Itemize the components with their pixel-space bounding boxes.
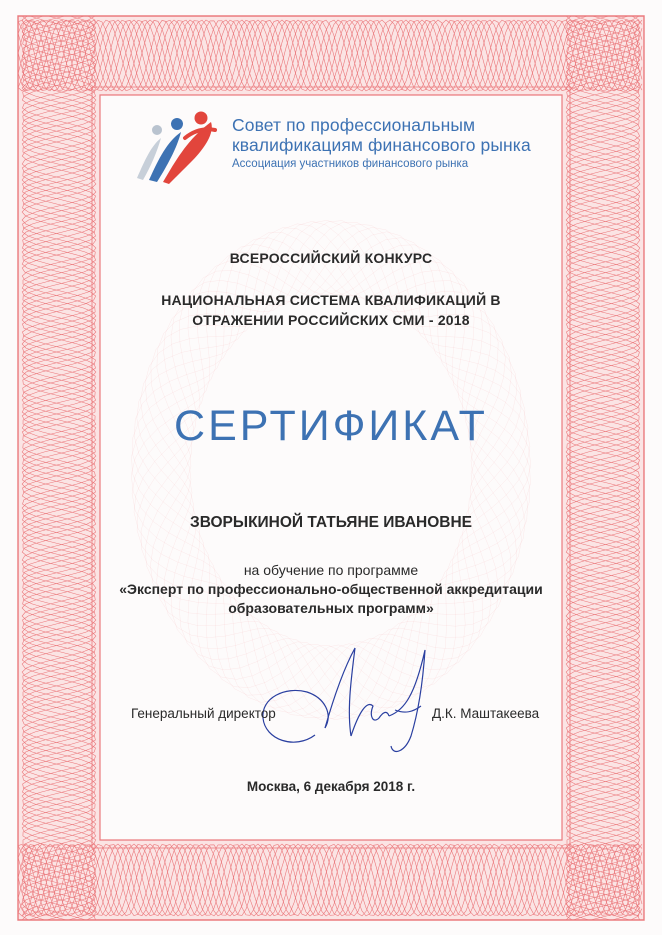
contest-label: ВСЕРОССИЙСКИЙ КОНКУРС: [229, 250, 433, 266]
recipient-name: ЗВОРЫКИНОЙ ТАТЬЯНЕ ИВАНОВНЕ: [189, 514, 473, 531]
signatory-name: Д.К. Маштакеева: [432, 706, 540, 721]
signatory-role: Генеральный директор: [131, 706, 276, 721]
people-logo-icon: [135, 108, 227, 186]
program-intro: на обучение по программе: [243, 562, 419, 578]
contest-title-line1: НАЦИОНАЛЬНАЯ СИСТЕМА КВАЛИФИКАЦИЙ В: [161, 292, 501, 308]
org-name-line2: квалификациям финансового рынка: [232, 135, 531, 155]
certificate-title: СЕРТИФИКАТ: [174, 402, 488, 450]
contest-title-line2: ОТРАЖЕНИИ РОССИЙСКИХ СМИ - 2018: [192, 312, 470, 328]
place-and-date: Москва, 6 декабря 2018 г.: [246, 779, 416, 794]
org-subtitle: Ассоциация участников финансового рынка: [232, 158, 469, 170]
program-name-line2: образовательных программ»: [228, 600, 434, 616]
org-name-line1: Совет по профессиональным: [232, 115, 476, 135]
handwritten-signature: [255, 640, 440, 760]
organization-logo: [135, 108, 545, 188]
program-name-line1: «Эксперт по профессионально-общественной аккредитации: [119, 581, 543, 597]
